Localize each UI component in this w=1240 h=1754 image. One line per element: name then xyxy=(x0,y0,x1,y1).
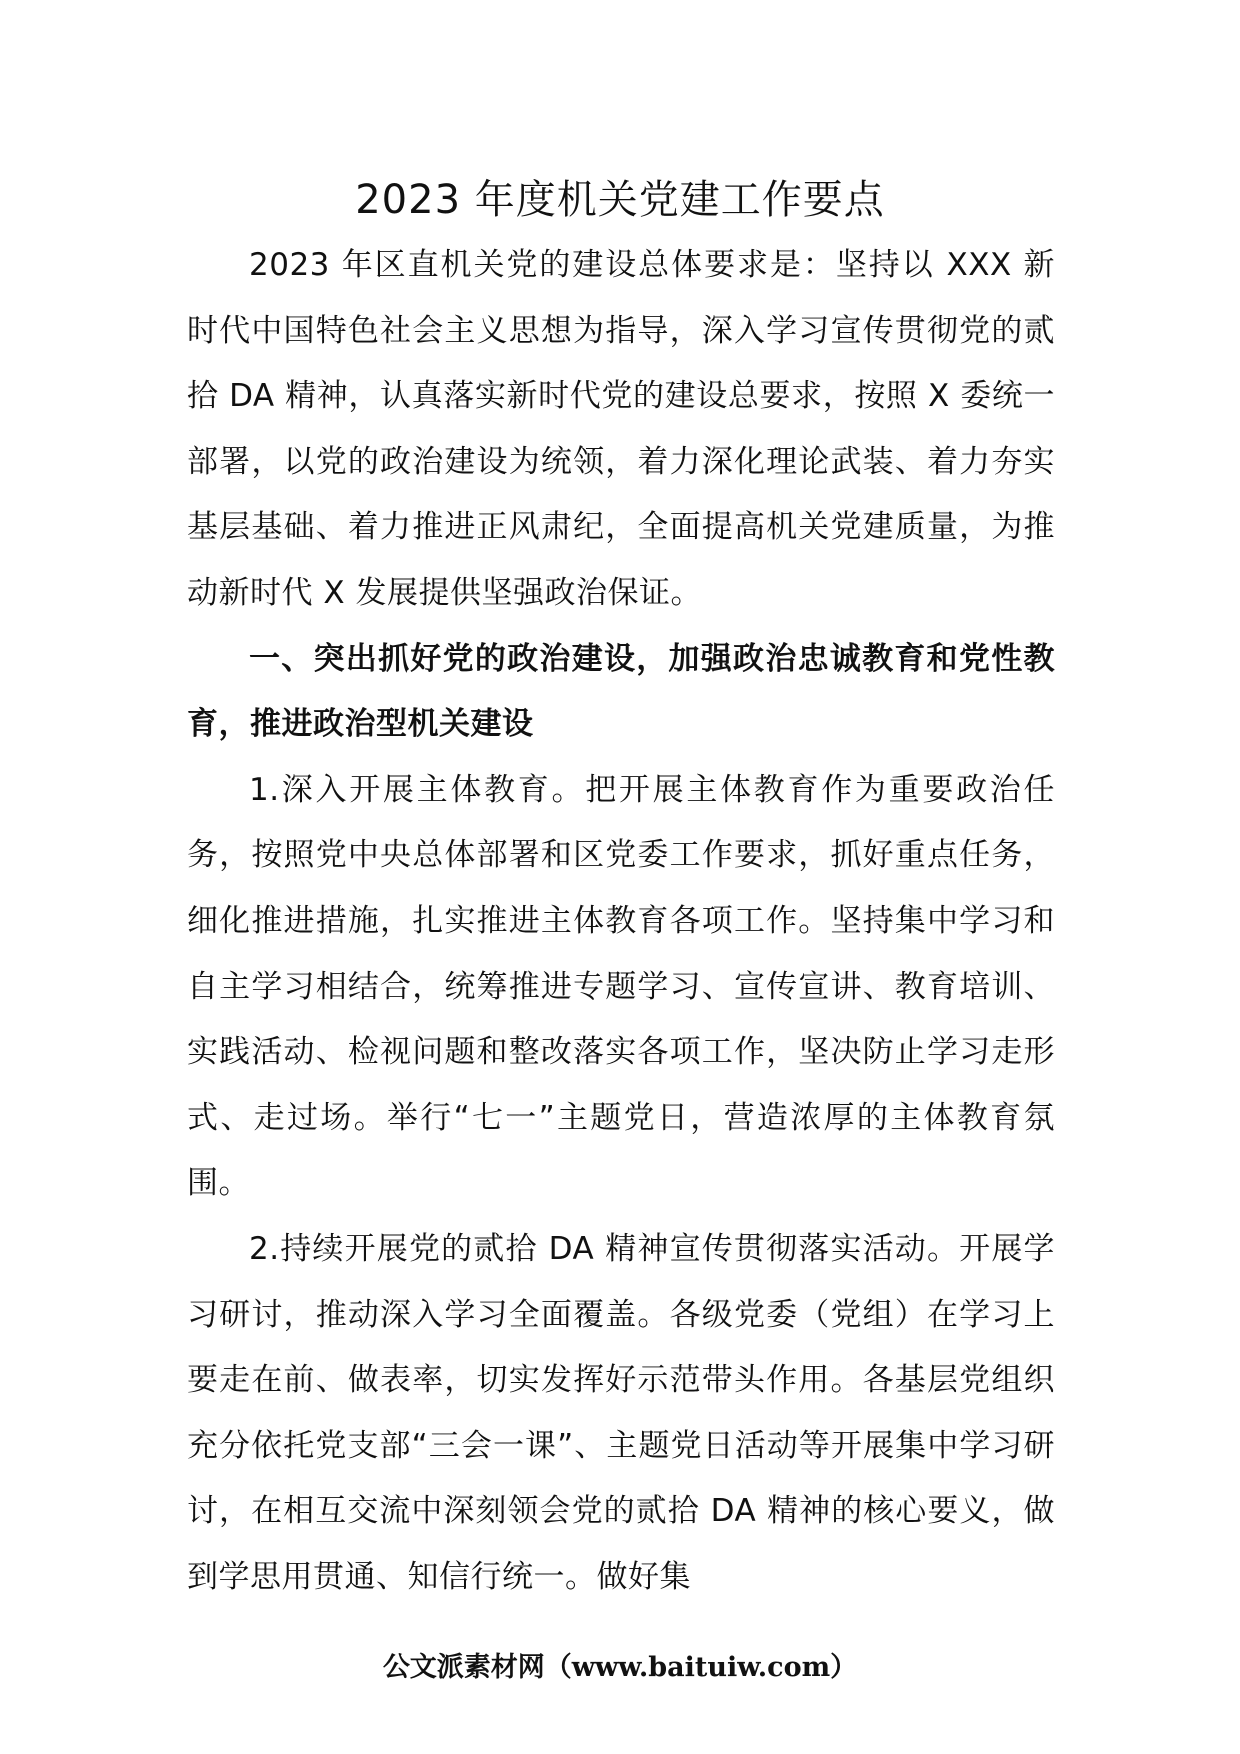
paragraph-item-2: 2.持续开展党的贰拾 DA 精神宣传贯彻落实活动。开展学习研讨，推动深入学习全面覆盖。各级党委（党组）在学习上要走在前、做表率，切实发挥好示范带头作用。各基层党组织充分依托党支部“三会一课”、主题党日活动等开展集中学习研讨，在相互交流中深刻领会党的贰拾 DA 精神的核心要义，做到学思用贯通、知信行统一。做好集 xyxy=(187,1230,1055,1595)
paragraph-intro: 2023 年区直机关党的建设总体要求是：坚持以 XXX 新时代中国特色社会主义思想为指导，深入学习宣传贯彻党的贰拾 DA 精神，认真落实新时代党的建设总要求，按照 X 委统一部署，以党的政治建设为统领，着力深化理论武装、着力夯实基层基础、着力推进正风肃纪，全面提高机关党建质量，为推动新时代 X 发展提供坚强政治保证。 xyxy=(187,247,1055,611)
source-footer: 公文派素材网（www.baituiw.com） xyxy=(382,1652,858,1683)
section-heading-1: 一、突出抓好党的政治建设，加强政治忠诚教育和党性教育，推进政治型机关建设 xyxy=(187,640,1055,743)
document-title: 2023 年度机关党建工作要点 xyxy=(355,177,885,223)
paragraph-item-1: 1.深入开展主体教育。把开展主体教育作为重要政治任务，按照党中央总体部署和区党委工作要求，抓好重点任务，细化推进措施，扎实推进主体教育各项工作。坚持集中学习和自主学习相结合，统筹推进专题学习、宣传宣讲、教育培训、实践活动、检视问题和整改落实各项工作，坚决防止学习走形式、走过场。举行“七一”主题党日，营造浓厚的主体教育氛围。 xyxy=(187,771,1055,1202)
document-body xyxy=(187,233,1055,1610)
